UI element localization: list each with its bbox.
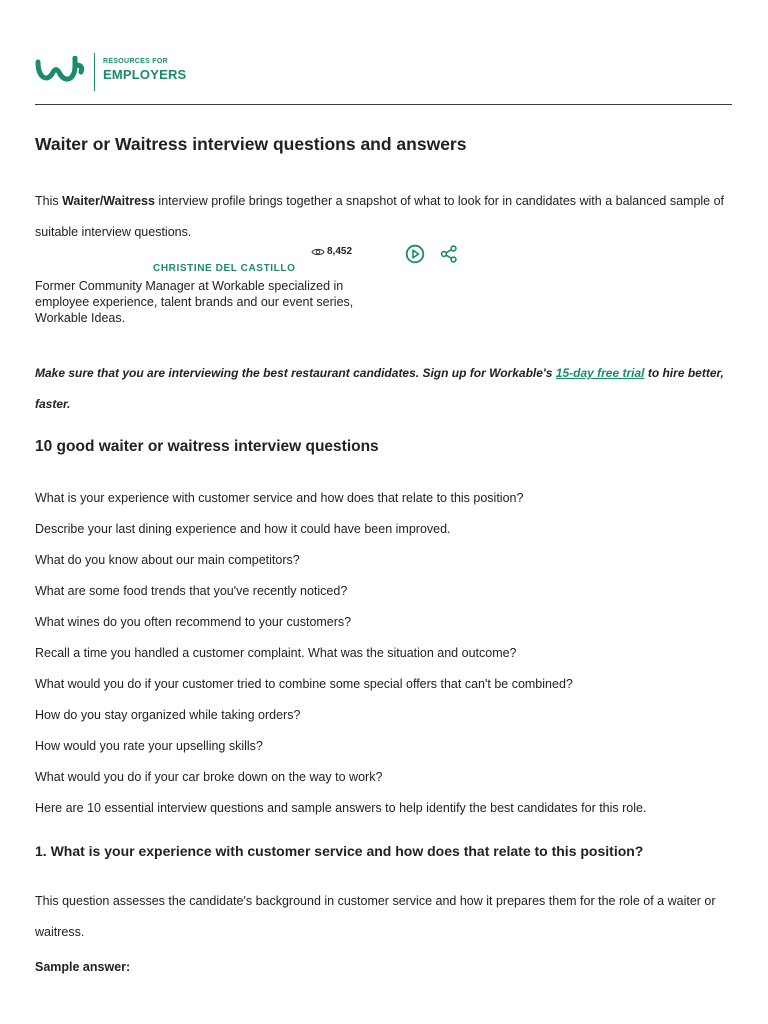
list-item: Here are 10 essential interview questions and sample answers to help identify the best candidates for this role.	[35, 801, 647, 815]
list-item: What wines do you often recommend to your customers?	[35, 615, 352, 629]
workable-logo-icon[interactable]	[35, 56, 85, 86]
page-title: Waiter or Waitress interview questions and answers	[35, 134, 467, 154]
author-bio: Former Community Manager at Workable specialized in employee experience, talent brands and our event series, Workable Ideas.	[35, 279, 354, 325]
free-trial-link[interactable]: 15-day free trial	[555, 366, 645, 380]
list-item: Describe your last dining experience and how it could have been improved.	[35, 522, 451, 536]
list-item: What would you do if your car broke down on the way to work?	[35, 770, 383, 784]
author-name[interactable]: CHRISTINE DEL CASTILLO	[153, 263, 296, 274]
share-icon[interactable]	[439, 244, 459, 264]
list-item: Recall a time you handled a customer complaint. What was the situation and outcome?	[35, 646, 517, 660]
sample-answer-label: Sample answer:	[35, 960, 131, 974]
question-list	[35, 483, 646, 824]
questions-heading: 10 good waiter or waitress interview questions	[35, 438, 379, 455]
logo-divider	[94, 53, 95, 91]
list-item: What would you do if your customer tried to combine some special offers that can't be combined?	[35, 677, 573, 691]
list-item: How would you rate your upselling skills?	[35, 739, 263, 753]
intro-prefix: This	[35, 194, 63, 208]
article-actions	[405, 244, 459, 264]
view-count	[311, 246, 352, 257]
signup-callout	[35, 358, 730, 420]
play-icon[interactable]	[405, 244, 425, 264]
header-divider	[35, 104, 732, 105]
cta-text-before: Make sure that you are interviewing the best restaurant candidates. Sign up for Workable's	[35, 366, 556, 380]
list-item: How do you stay organized while taking orders?	[35, 708, 301, 722]
intro-paragraph	[35, 186, 725, 248]
site-header	[35, 50, 732, 92]
logo-title[interactable]: EMPLOYERS	[103, 67, 187, 82]
view-count-value: 8,452	[327, 246, 353, 257]
list-item: What is your experience with customer service and how does that relate to this position?	[35, 491, 524, 505]
eye-icon	[311, 247, 325, 257]
cta-text-after: to hire better, faster.	[35, 366, 724, 411]
intro-role: Waiter/Waitress	[62, 194, 155, 208]
list-item: What are some food trends that you've recently noticed?	[35, 584, 348, 598]
intro-rest: interview profile brings together a snapshot of what to look for in candidates with a balanced sample of suitable interview questions.	[35, 194, 725, 239]
question-1-explanation: This question assesses the candidate's background in customer service and how it prepares them for the role of a waiter or waitress.	[35, 894, 716, 939]
question-1-heading: 1. What is your experience with customer service and how does that relate to this position?	[35, 843, 644, 859]
list-item: What do you know about our main competitors?	[35, 553, 300, 567]
logo-subtitle: RESOURCES FOR	[103, 58, 168, 65]
